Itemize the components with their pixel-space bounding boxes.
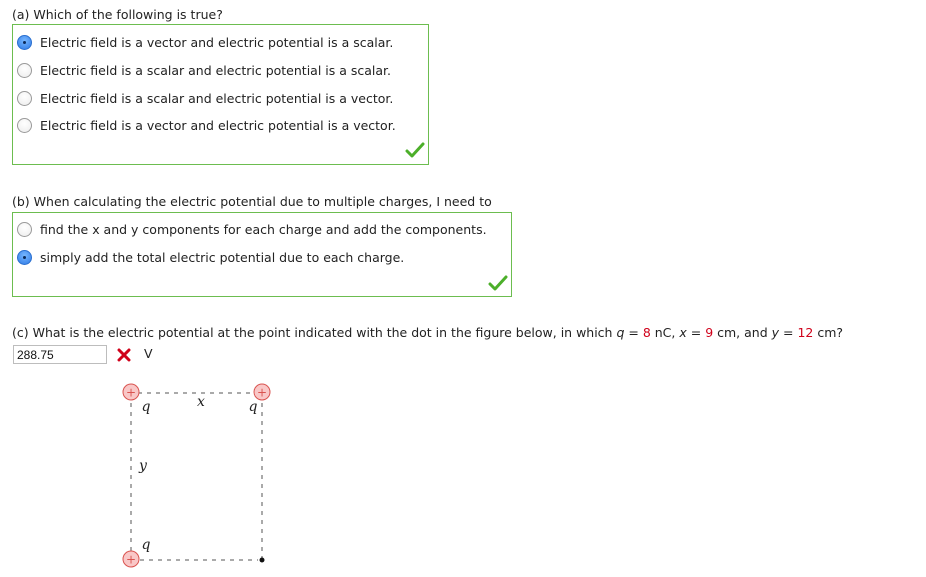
equals: =	[624, 325, 643, 340]
checkmark-icon	[488, 275, 508, 291]
question-c-text	[12, 325, 843, 340]
q-unit: nC,	[650, 325, 680, 340]
question-b-text: (b) When calculating the electric potential due to multiple charges, I need to	[12, 194, 492, 209]
target-point	[260, 558, 265, 563]
charge-label: q	[248, 399, 258, 415]
radio-selected-icon[interactable]	[17, 250, 32, 265]
option-a-2[interactable]	[17, 60, 391, 80]
x-value: 9	[705, 325, 714, 340]
x-dimension-label: x	[197, 394, 205, 410]
charge-sign: +	[256, 385, 268, 400]
option-label: find the x and y components for each charge and add the components.	[40, 221, 487, 237]
option-b-1[interactable]	[17, 219, 487, 239]
radio-icon[interactable]	[17, 222, 32, 237]
charge-top-left	[123, 384, 139, 400]
cross-icon	[117, 348, 131, 362]
y-dimension-label: y	[139, 458, 147, 474]
charge-bottom-left	[123, 551, 139, 567]
charge-label: q	[141, 537, 151, 553]
equals: =	[779, 325, 798, 340]
q-value: 8	[642, 325, 651, 340]
x-unit: cm, and	[713, 325, 772, 340]
question-a-answer-box	[12, 24, 429, 165]
question-c-prefix: (c) What is the electric potential at the point indicated with the dot in the figure below, in which	[12, 325, 617, 340]
question-b-answer-box	[12, 212, 512, 297]
option-a-1[interactable]	[17, 32, 393, 52]
option-b-2[interactable]	[17, 247, 404, 267]
charge-figure	[110, 378, 285, 573]
question-a-text: (a) Which of the following is true?	[12, 7, 223, 22]
option-a-3[interactable]	[17, 88, 393, 108]
charge-label: q	[141, 399, 151, 415]
charge-top-right	[254, 384, 270, 400]
q-symbol: q	[616, 325, 625, 340]
charge-sign: +	[125, 552, 137, 567]
option-label: Electric field is a vector and electric potential is a scalar.	[40, 34, 394, 50]
option-label: simply add the total electric potential due to each charge.	[40, 249, 405, 265]
radio-icon[interactable]	[17, 63, 32, 78]
equals: =	[686, 325, 706, 340]
y-unit: cm?	[813, 325, 844, 340]
radio-selected-icon[interactable]	[17, 35, 32, 50]
charge-sign: +	[125, 385, 137, 400]
radio-icon[interactable]	[17, 91, 32, 106]
answer-input[interactable]	[13, 345, 107, 364]
x-symbol: x	[679, 325, 687, 340]
unit-label: V	[144, 346, 153, 361]
y-value: 12	[797, 325, 814, 340]
checkmark-icon	[405, 142, 425, 158]
option-label: Electric field is a vector and electric potential is a vector.	[40, 117, 396, 133]
radio-icon[interactable]	[17, 118, 32, 133]
option-label: Electric field is a scalar and electric potential is a vector.	[40, 90, 394, 106]
option-label: Electric field is a scalar and electric potential is a scalar.	[40, 62, 392, 78]
option-a-4[interactable]	[17, 115, 396, 135]
figure-dashed-frame	[131, 393, 262, 560]
y-symbol: y	[771, 325, 780, 340]
